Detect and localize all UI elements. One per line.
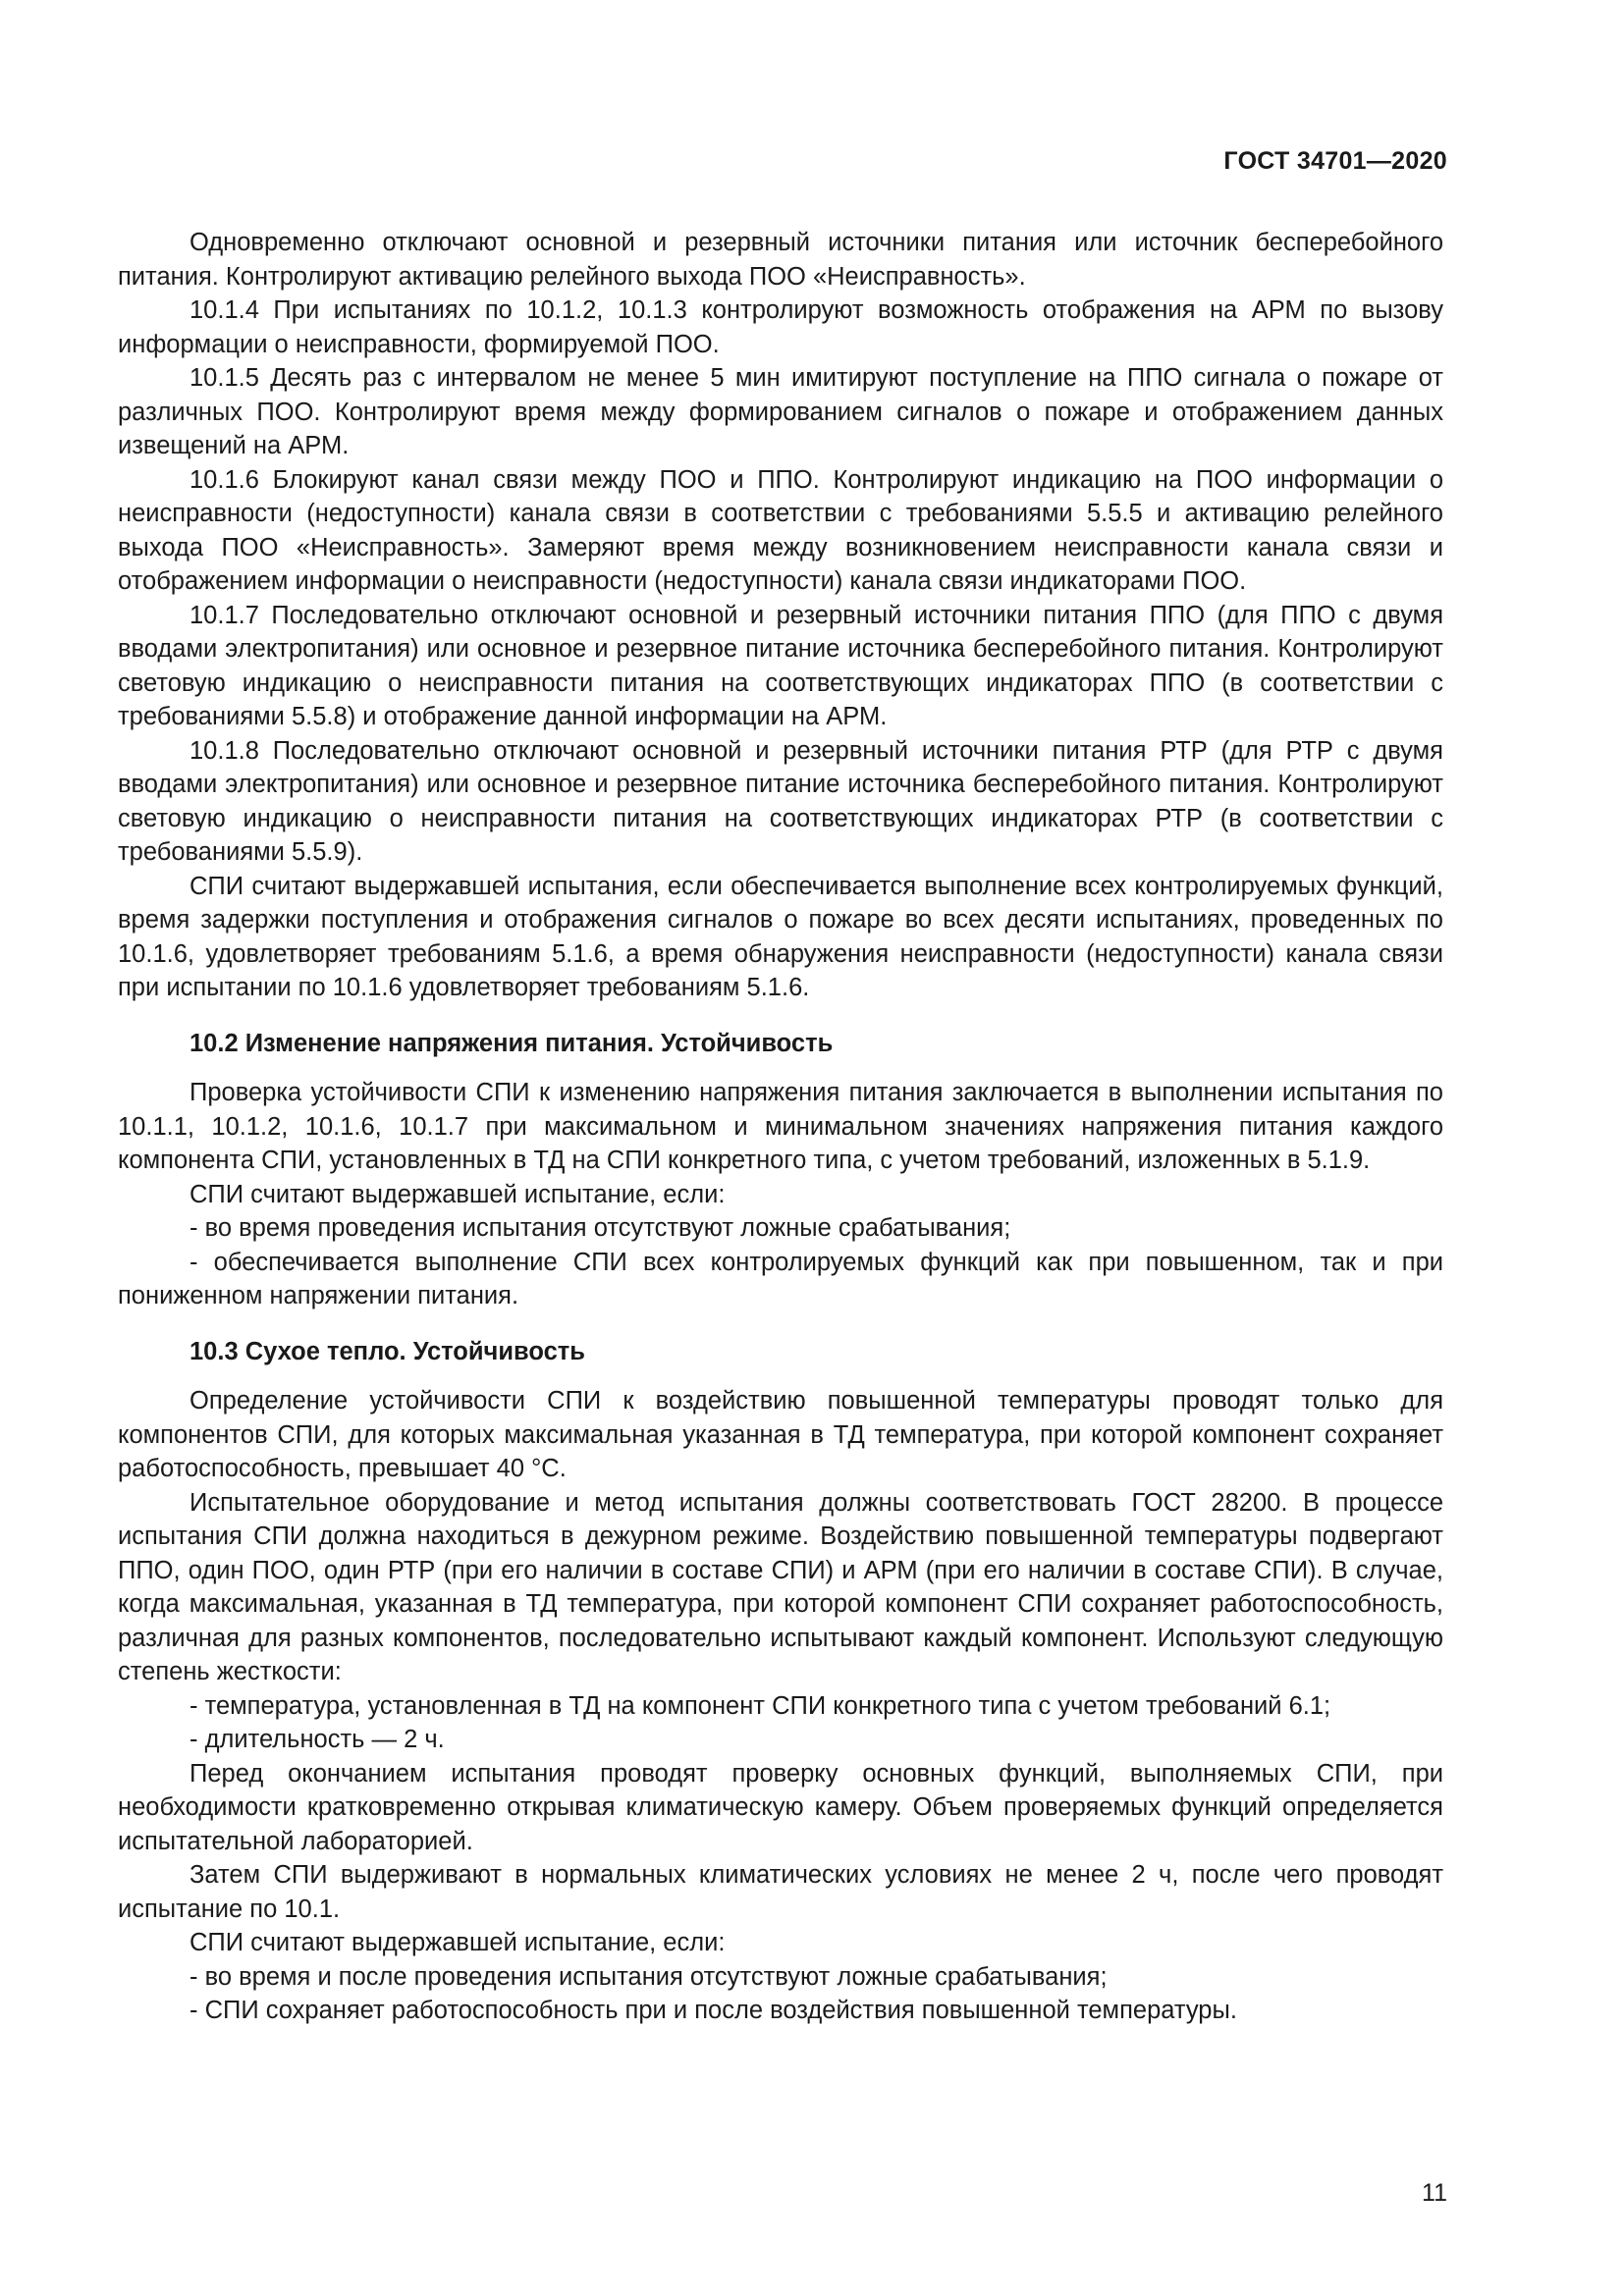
list-item: - обеспечивается выполнение СПИ всех контролируемых функций как при повышенном, так и при пониженном напряжении питания. [118,1248,1443,1309]
paragraph-conclusion-10-1: СПИ считают выдержавшей испытания, если обеспечивается выполнение всех контролируемых функций, время задержки поступления и отображения сигналов о пожаре во всех десяти испытаниях, проведенных по 10.1.6, удовлетворяет требованиям 5.1.6, а время обнаружения неисправности (недоступности) канала связи при испытании по 10.1.6 удовлетворяет требованиям 5.1.6. [118,872,1443,1001]
paragraph-10-1-8: 10.1.8 Последовательно отключают основной и резервный источники питания РТР (для РТР с двумя вводами электропитания) или основное и резервное питание источника бесперебойного питания. Контролируют световую индикацию о неисправности питания на соответствующих индикаторах РТР (в соответствии с требованиями 5.5.9). [118,736,1443,866]
page-number: 11 [1422,2179,1447,2207]
paragraph-10-1-6: 10.1.6 Блокируют канал связи между ПОО и ППО. Контролируют индикацию на ПОО информации о неисправности (недоступности) канала связи в соответствии с требованиями 5.5.5 и активацию релейного выхода ПОО «Неисправность». Замеряют время между возникновением неисправности канала связи и отображением информации о неисправности (недоступности) канала связи индикаторами ПОО. [118,465,1443,595]
list-item: - длительность — 2 ч. [189,1726,445,1753]
paragraph: Одновременно отключают основной и резервный источники питания или источник бесперебойного питания. Контролируют активацию релейного выхода ПОО «Неисправность». [118,229,1443,291]
paragraph: Проверка устойчивости СПИ к изменению напряжения питания заключается в выполнении испытания по 10.1.1, 10.1.2, 10.1.6, 10.1.7 при максимальном и минимальном значениях напряжения питания каждого компонента СПИ, установленных в ТД на СПИ конкретного типа, с учетом требований, изложенных в 5.1.9. [118,1079,1443,1174]
page-content [118,226,1443,2028]
paragraph: СПИ считают выдержавшей испытание, если: [189,1929,726,1956]
paragraph-10-1-4: 10.1.4 При испытаниях по 10.1.2, 10.1.3 контролируют возможность отображения на АРМ по вызову информации о неисправности, формируемой ПОО. [118,296,1443,358]
list-item: - во время и после проведения испытания отсутствуют ложные срабатывания; [189,1962,1108,1991]
list-item: - температура, установленная в ТД на компонент СПИ конкретного типа с учетом требований 6.1; [189,1691,1331,1720]
paragraph: СПИ считают выдержавшей испытание, если: [189,1180,726,1208]
document-id-header: ГОСТ 34701—2020 [1223,147,1447,175]
section-heading-10-2: 10.2 Изменение напряжения питания. Устойчивость [189,1029,834,1057]
paragraph: Определение устойчивости СПИ к воздействию повышенной температуры проводят только для компонентов СПИ, для которых максимальная указанная в ТД температура, при которой компонент сохраняет работоспособность, превышает 40 °С. [118,1387,1443,1482]
paragraph-10-1-7: 10.1.7 Последовательно отключают основной и резервный источники питания ППО (для ППО с двумя вводами электропитания) или основное и резервное питание источника бесперебойного питания. Контролируют световую индикацию о неисправности питания на соответствующих индикаторах ППО (в соответствии с требованиями 5.5.8) и отображение данной информации на АРМ. [118,601,1443,730]
list-item: - СПИ сохраняет работоспособность при и после воздействия повышенной температуры. [189,1997,1237,2024]
paragraph: Затем СПИ выдерживают в нормальных климатических условиях не менее 2 ч, после чего проводят испытание по 10.1. [118,1861,1443,1923]
paragraph: Испытательное оборудование и метод испытания должны соответствовать ГОСТ 28200. В процессе испытания СПИ должна находиться в дежурном режиме. Воздействию повышенной температуры подвергают ППО, один ПОО, один РТР (при его наличии в составе СПИ) и АРМ (при его наличии в составе СПИ). В случае, когда максимальная, указанная в ТД температура, при которой компонент СПИ сохраняет работоспособность, различная для разных компонентов, последовательно испытывают каждый компонент. Используют следующую степень жесткости: [118,1488,1443,1685]
section-heading-10-3: 10.3 Сухое тепло. Устойчивость [189,1337,585,1365]
list-item: - во время проведения испытания отсутствуют ложные срабатывания; [189,1214,1011,1242]
paragraph: Перед окончанием испытания проводят проверку основных функций, выполняемых СПИ, при необходимости кратковременно открывая климатическую камеру. Объем проверяемых функций определяется испытательной лабораторией. [118,1759,1443,1855]
paragraph-10-1-5: 10.1.5 Десять раз с интервалом не менее 5 мин имитируют поступление на ППО сигнала о пожаре от различных ПОО. Контролируют время между формированием сигналов о пожаре и отображением данных извещений на АРМ. [118,364,1443,459]
